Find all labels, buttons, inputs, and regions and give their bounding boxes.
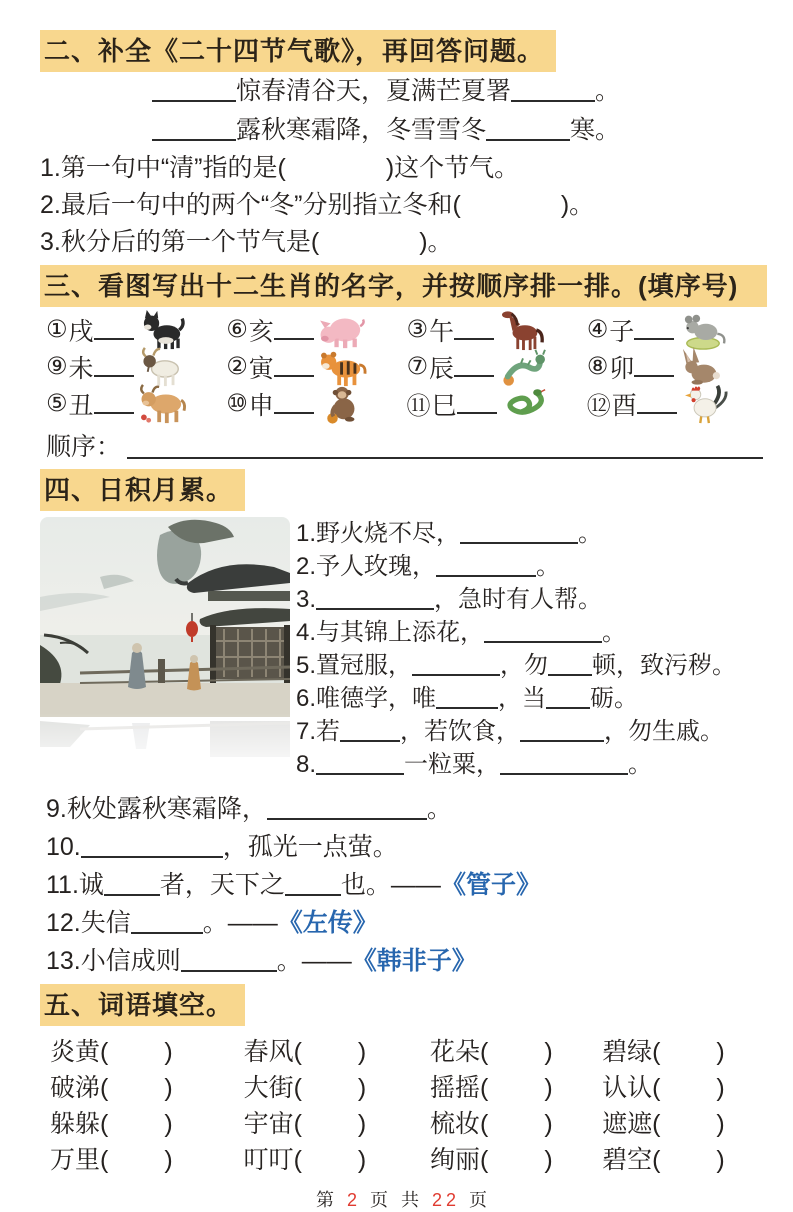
- idiom-items-right: [296, 517, 736, 781]
- section-5: [40, 984, 767, 1178]
- word-blank-cell: 大街( ): [243, 1074, 367, 1102]
- circled-number: ①: [46, 316, 68, 343]
- answer-blank: [637, 412, 677, 414]
- circled-number: ⑧: [586, 353, 609, 380]
- poem-line: 惊春清谷天，夏满芒夏署 。: [40, 72, 767, 111]
- section-3: [40, 265, 767, 463]
- idiom-line: 4.与其锦上添花， 。: [296, 619, 627, 646]
- tiger-icon: [317, 346, 369, 388]
- word-label: 炎黄: [50, 1038, 101, 1066]
- rooster-icon: [680, 383, 732, 425]
- circled-number: ⑦: [406, 353, 429, 380]
- zodiac-cell-pig: [226, 311, 406, 348]
- circled-number: ②: [226, 353, 248, 380]
- idiom-line: 9.秋处露秋寒霜降， 。: [46, 795, 452, 823]
- zodiac-branch-char: 寅: [248, 354, 274, 383]
- word-label: 遮遮: [602, 1110, 653, 1138]
- section-5-title: [40, 984, 245, 1026]
- section-2-title-text: 二、补全《二十四节气歌》，再回答问题。: [44, 36, 545, 66]
- zodiac-cell-dog: [46, 311, 226, 348]
- word-blank-cell: 宇宙( ): [243, 1110, 367, 1138]
- zodiac-branch-char: 子: [609, 317, 635, 346]
- word-label: 摇摇: [429, 1074, 480, 1102]
- zodiac-cell-rat: [587, 311, 767, 348]
- word-blank-cell: 碧空( ): [602, 1146, 725, 1174]
- idiom-line: 11.诚 者，天下之 也。——《管子》: [46, 871, 541, 899]
- word-label: 宇宙: [243, 1110, 294, 1138]
- circled-number: ⑩: [226, 390, 248, 417]
- word-blank-cell: 遮遮( ): [602, 1110, 725, 1138]
- word-blank-cell: 躲躲( ): [50, 1110, 173, 1138]
- word-blank-cell: 碧绿( ): [602, 1038, 725, 1066]
- word-label: 认认: [602, 1074, 653, 1102]
- word-blank-cell: 绚丽( ): [429, 1146, 553, 1174]
- order-label: 顺序：: [46, 433, 122, 461]
- answer-blank: [454, 338, 494, 340]
- idiom-line: 1.野火烧不尽， 。: [296, 520, 603, 547]
- idiom-line: 12.失信 。——《左传》: [46, 909, 378, 937]
- word-blank-cell: 认认( ): [602, 1074, 725, 1102]
- word-label: 碧空: [602, 1146, 653, 1174]
- word-label: 躲躲: [50, 1110, 101, 1138]
- monkey-icon: [317, 383, 369, 425]
- answer-blank: [274, 338, 314, 340]
- zodiac-branch-char: 申: [248, 391, 274, 420]
- answer-blank: [457, 412, 497, 414]
- zodiac-grid: [40, 307, 767, 422]
- section-3-title-text: 三、看图写出十二生肖的名字，并按顺序排一排。(填序号): [44, 271, 739, 301]
- idiom-line: 10. ，孤光一点萤。: [46, 833, 398, 861]
- zodiac-cell-rabbit: [587, 348, 767, 385]
- word-blank-cell: 摇摇( ): [429, 1074, 553, 1102]
- answer-blank: [634, 338, 674, 340]
- rabbit-icon: [677, 346, 729, 388]
- zodiac-cell-dragon: [407, 348, 587, 385]
- section-4-title: [40, 469, 245, 511]
- zodiac-branch-char: 亥: [248, 317, 274, 346]
- ox-icon: [137, 383, 189, 425]
- goat-icon: [137, 346, 189, 388]
- idiom-line: 6.唯德学，唯 ，当 砺。: [296, 685, 639, 712]
- word-blank-cell: 破涕( ): [50, 1074, 173, 1102]
- page-number-footer: 第 2 页 共 22 页: [315, 1190, 492, 1210]
- section-2: [40, 30, 767, 261]
- idiom-line: 8. 一粒粟， 。: [296, 751, 653, 778]
- word-blank-cell: 春风( ): [243, 1038, 367, 1066]
- zodiac-branch-char: 卯: [609, 354, 635, 383]
- zodiac-cell-goat: [46, 348, 226, 385]
- zodiac-branch-char: 酉: [611, 391, 637, 420]
- zodiac-branch-char: 未: [68, 354, 94, 383]
- section-3-title: [40, 265, 767, 307]
- poem-line: 露秋寒霜降，冬雪雪冬 寒。: [40, 111, 767, 150]
- answer-blank: [94, 338, 134, 340]
- landscape-painting: [40, 517, 292, 784]
- zodiac-cell-horse: [407, 311, 587, 348]
- order-row: [40, 427, 767, 463]
- zodiac-cell-rooster: [587, 385, 767, 422]
- question-line: 3.秋分后的第一个节气是( )。: [40, 228, 453, 256]
- idiom-items-bottom: [40, 790, 767, 980]
- idiom-line: 2.予人玫瑰， 。: [296, 553, 561, 580]
- section-4-title-text: 四、日积月累。: [44, 475, 234, 505]
- answer-blank: [94, 412, 134, 414]
- idiom-line: 13.小信成则 。——《韩非子》: [46, 947, 477, 975]
- order-answer-blank: [127, 457, 763, 459]
- circled-number: ⑥: [226, 316, 248, 343]
- zodiac-branch-char: 辰: [429, 354, 455, 383]
- snake-icon: [500, 383, 552, 425]
- word-blank-cell: 梳妆( ): [429, 1110, 553, 1138]
- word-blank-cell: 炎黄( ): [50, 1038, 173, 1066]
- circled-number: ⑫: [586, 393, 611, 420]
- answer-blank: [634, 375, 674, 377]
- word-blank-cell: 叮叮( ): [243, 1146, 367, 1174]
- word-blank-cell: 万里( ): [50, 1146, 173, 1174]
- zodiac-branch-char: 巳: [431, 391, 457, 420]
- answer-blank: [274, 412, 314, 414]
- ink-landscape-image: [40, 517, 290, 779]
- question-line: 2.最后一句中的两个“冬”分别指立冬和( )。: [40, 191, 595, 219]
- word-label: 花朵: [429, 1038, 480, 1066]
- word-label: 叮叮: [243, 1146, 294, 1174]
- word-label: 破涕: [50, 1074, 101, 1102]
- zodiac-cell-tiger: [226, 348, 406, 385]
- word-fill-grid: [40, 1026, 767, 1178]
- zodiac-cell-monkey: [226, 385, 406, 422]
- rat-icon: [677, 309, 729, 351]
- circled-number: ④: [586, 316, 609, 343]
- answer-blank: [274, 375, 314, 377]
- pig-icon: [317, 309, 369, 351]
- word-label: 春风: [243, 1038, 294, 1066]
- zodiac-cell-ox: [46, 385, 226, 422]
- section-5-title-text: 五、词语填空。: [44, 990, 234, 1020]
- circled-number: ⑤: [46, 390, 68, 417]
- zodiac-cell-snake: [407, 385, 587, 422]
- idiom-line: 7.若 ，若饮食， ，勿生戚。: [296, 718, 725, 745]
- dragon-icon: [497, 346, 549, 388]
- word-label: 碧绿: [602, 1038, 653, 1066]
- word-label: 梳妆: [429, 1110, 480, 1138]
- idiom-line: 3. ，急时有人帮。: [296, 586, 603, 613]
- word-label: 大街: [243, 1074, 294, 1102]
- zodiac-branch-char: 戌: [68, 317, 94, 346]
- circled-number: ⑨: [46, 353, 68, 380]
- circled-number: ⑪: [406, 393, 431, 420]
- dog-icon: [137, 309, 189, 351]
- idiom-line: 5.置冠服， ，勿 顿，致污秽。: [296, 652, 737, 679]
- circled-number: ③: [406, 316, 429, 343]
- word-label: 万里: [50, 1146, 101, 1174]
- answer-blank: [94, 375, 134, 377]
- section-4: [40, 469, 767, 980]
- horse-icon: [497, 309, 549, 351]
- answer-blank: [454, 375, 494, 377]
- zodiac-branch-char: 午: [429, 317, 455, 346]
- section-2-title: [40, 30, 556, 72]
- question-line: 1.第一句中“清”指的是( )这个节气。: [40, 154, 520, 182]
- word-label: 绚丽: [429, 1146, 480, 1174]
- zodiac-branch-char: 丑: [68, 391, 94, 420]
- word-blank-cell: 花朵( ): [429, 1038, 553, 1066]
